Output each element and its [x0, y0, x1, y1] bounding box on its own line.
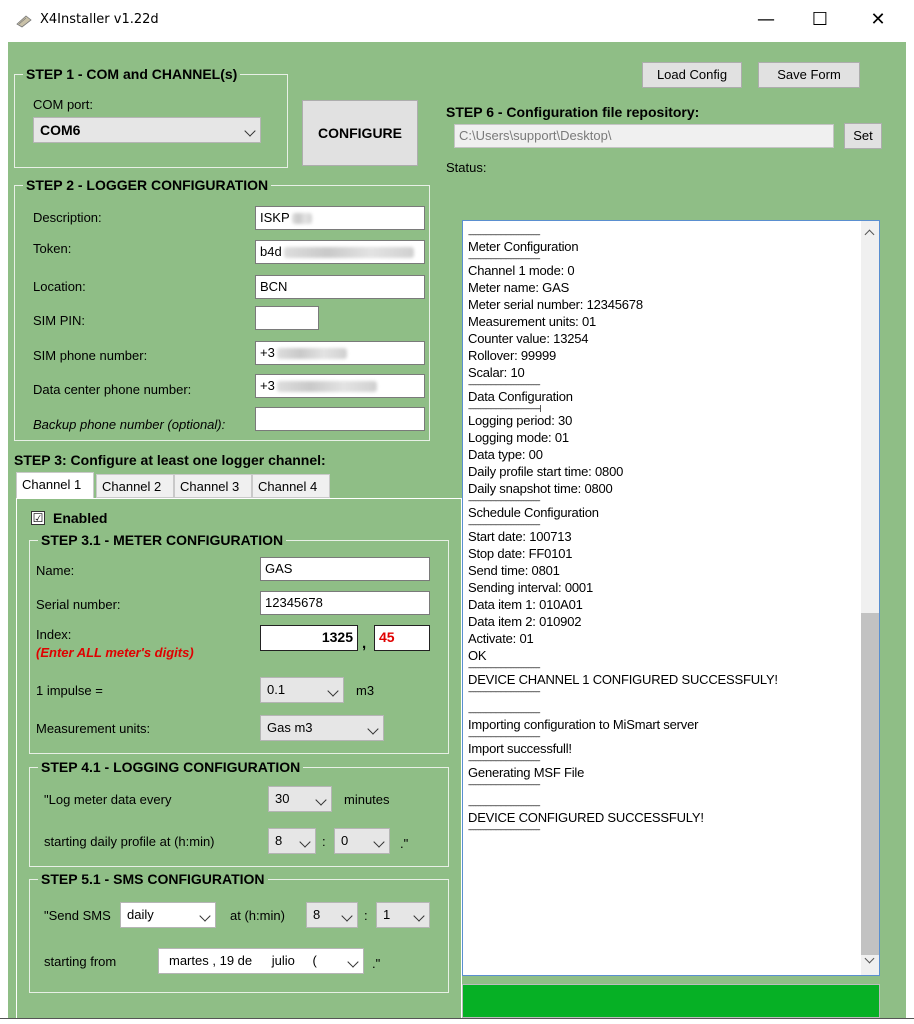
chevron-down-icon	[199, 910, 210, 921]
profile-hour-value: 8	[275, 833, 283, 848]
location-label: Location:	[33, 279, 86, 294]
step3-heading: STEP 3: Configure at least one logger channel:	[14, 452, 326, 468]
index-hint: (Enter ALL meter's digits)	[36, 645, 194, 660]
status-separator: -------------------------------------------	[468, 757, 540, 764]
backup-phone-input[interactable]	[255, 407, 425, 431]
status-label: Status:	[446, 160, 487, 175]
status-separator: -------------------------------------------	[468, 521, 540, 528]
status-log-lines	[468, 221, 848, 833]
status-separator: -------------------------------------------	[468, 497, 540, 504]
meter-name-value: GAS	[265, 561, 293, 576]
token-input[interactable]	[255, 240, 425, 264]
app-icon	[16, 14, 32, 28]
tab-channel-4[interactable]: Channel 4	[252, 474, 330, 498]
description-value: ISKP	[260, 210, 290, 225]
scroll-thumb[interactable]	[861, 613, 879, 955]
status-line: Logging period: 30	[468, 413, 573, 428]
meter-legend: STEP 3.1 - METER CONFIGURATION	[38, 532, 286, 548]
tab-channel-1[interactable]: Channel 1	[16, 472, 94, 498]
enabled-label: Enabled	[53, 510, 108, 526]
status-line: Logging mode: 01	[468, 430, 569, 445]
location-value: BCN	[260, 279, 288, 294]
datacenter-phone-input[interactable]	[255, 374, 425, 398]
maximize-button[interactable]: ☐	[811, 9, 829, 30]
index-integer-value: 1325	[321, 629, 353, 645]
date-weekday: martes	[169, 953, 209, 968]
status-line: Scalar: 10	[468, 365, 525, 380]
chevron-down-icon	[413, 910, 424, 921]
enabled-checkbox[interactable]: ☑	[32, 511, 44, 525]
minimize-button[interactable]: —	[757, 9, 775, 30]
status-line: Channel 1 mode: 0	[468, 263, 575, 278]
status-line: Sending interval: 0001	[468, 580, 593, 595]
index-decimal-value: 45	[379, 629, 395, 645]
status-separator: -------------------------------------------	[468, 664, 540, 671]
meter-name-label: Name:	[36, 563, 75, 578]
at-time-label: at (h:min)	[230, 908, 285, 923]
status-line: Data Configuration	[468, 389, 573, 404]
status-separator: -------------------------------------------	[468, 381, 540, 388]
com-port-value: COM6	[40, 122, 81, 138]
progress-bar	[462, 984, 880, 1018]
sms-minute-value: 1	[383, 907, 391, 922]
status-line: Daily profile start time: 0800	[468, 464, 624, 479]
status-line: Counter value: 13254	[468, 331, 589, 346]
close-button[interactable]: ✕	[870, 9, 886, 30]
progress-fill	[463, 985, 879, 1017]
status-log[interactable]	[462, 220, 880, 976]
step2-legend: STEP 2 - LOGGER CONFIGURATION	[23, 177, 271, 193]
impulse-select[interactable]	[260, 677, 344, 703]
window-title: X4Installer v1.22d	[40, 12, 159, 27]
status-line	[468, 788, 848, 802]
scroll-down-icon[interactable]	[865, 954, 875, 964]
measurement-units-select[interactable]	[260, 715, 384, 741]
status-line: DEVICE CHANNEL 1 CONFIGURED SUCCESSFULY!	[468, 672, 778, 687]
status-line: Send time: 0801	[468, 563, 560, 578]
serial-number-value: 12345678	[265, 595, 323, 610]
send-sms-select[interactable]	[120, 902, 216, 928]
status-separator: -------------------------------------------	[468, 733, 540, 740]
index-separator: ,	[362, 635, 367, 652]
impulse-label: 1 impulse =	[36, 683, 103, 698]
datacenter-phone-label: Data center phone number:	[33, 382, 192, 397]
set-path-button[interactable]: Set	[844, 123, 882, 149]
status-line: Data type: 00	[468, 447, 543, 462]
profile-minute-value: 0	[341, 833, 349, 848]
status-line: DEVICE CONFIGURED SUCCESSFULY!	[468, 810, 704, 825]
minutes-label: minutes	[344, 792, 390, 807]
status-line: Meter Configuration	[468, 239, 579, 254]
log-every-select[interactable]	[268, 786, 332, 812]
status-separator: -------------------------------------------	[468, 255, 540, 262]
sms-minute-select[interactable]	[376, 902, 430, 928]
window-bottom-edge	[0, 1018, 914, 1024]
meter-name-input[interactable]	[260, 557, 430, 581]
start-date-picker[interactable]	[158, 948, 364, 974]
datacenter-phone-value: +3	[260, 378, 275, 393]
sms-close-quote: ."	[372, 956, 381, 971]
scroll-up-icon[interactable]	[865, 230, 875, 240]
step2-group	[14, 177, 430, 441]
backup-phone-label: Backup phone number (optional):	[33, 417, 226, 432]
title-bar	[0, 0, 914, 42]
profile-hour-select[interactable]	[268, 828, 316, 854]
serial-number-input[interactable]	[260, 591, 430, 615]
description-label: Description:	[33, 210, 102, 225]
sim-phone-label: SIM phone number:	[33, 348, 148, 363]
status-line: Data item 2: 010902	[468, 614, 582, 629]
status-line: Meter serial number: 12345678	[468, 297, 643, 312]
configure-button[interactable]: CONFIGURE	[302, 100, 418, 166]
save-form-button[interactable]: Save Form	[758, 62, 860, 88]
sms-group	[29, 871, 449, 993]
status-line: Data item 1: 010A01	[468, 597, 583, 612]
chevron-down-icon	[367, 723, 378, 734]
profile-colon: :	[322, 834, 326, 849]
serial-number-label: Serial number:	[36, 597, 121, 612]
status-separator: -------------------------------------------	[468, 231, 540, 238]
index-decimal-input[interactable]	[374, 625, 430, 651]
sim-phone-value: +3	[260, 345, 275, 360]
status-line: OK	[468, 648, 487, 663]
chevron-down-icon	[373, 836, 384, 847]
status-line: Stop date: FF0101	[468, 546, 573, 561]
send-sms-value: daily	[127, 907, 154, 922]
description-input[interactable]	[255, 206, 425, 230]
chevron-down-icon	[347, 956, 358, 967]
token-value: b4d	[260, 244, 282, 259]
status-line: Rollover: 99999	[468, 348, 557, 363]
status-line: Generating MSF File	[468, 765, 585, 780]
status-line: Meter name: GAS	[468, 280, 570, 295]
impulse-unit-label: m3	[356, 683, 375, 698]
token-label: Token:	[33, 241, 72, 256]
sms-legend: STEP 5.1 - SMS CONFIGURATION	[38, 871, 268, 887]
chevron-down-icon	[244, 125, 255, 136]
step6-heading: STEP 6 - Configuration file repository:	[446, 104, 700, 120]
status-separator: -------------------------------------------	[468, 709, 540, 716]
starting-from-label: starting from	[44, 954, 117, 969]
index-label: Index:	[36, 627, 72, 642]
daily-profile-label: starting daily profile at (h:min)	[44, 834, 215, 849]
sms-colon: :	[364, 908, 368, 923]
status-line: Activate: 01	[468, 631, 534, 646]
com-port-label: COM port:	[33, 97, 93, 112]
status-line: Daily snapshot time: 0800	[468, 481, 613, 496]
measurement-units-value: Gas m3	[267, 720, 313, 735]
status-separator: -------------------------------------------	[468, 826, 540, 833]
impulse-value: 0.1	[267, 682, 286, 697]
log-every-value: 30	[275, 791, 290, 806]
com-port-select[interactable]	[33, 117, 261, 143]
status-line: Schedule Configuration	[468, 505, 599, 520]
sim-phone-input[interactable]	[255, 341, 425, 365]
status-separator: -------------------------------------------	[468, 802, 540, 809]
channel-1-page	[16, 498, 462, 1020]
sim-pin-label: SIM PIN:	[33, 313, 86, 328]
status-line: Import successfull!	[468, 741, 572, 756]
repository-path-value: C:\Users\support\Desktop\	[459, 128, 612, 143]
sms-hour-select[interactable]	[306, 902, 358, 928]
chevron-down-icon	[327, 685, 338, 696]
sim-pin-input[interactable]	[255, 306, 319, 330]
index-integer-input[interactable]	[260, 625, 358, 651]
meter-group	[29, 532, 449, 754]
status-line: Measurement units: 01	[468, 314, 597, 329]
status-separator: -------------------------------------------	[468, 781, 540, 788]
measurement-units-label: Measurement units:	[36, 721, 151, 736]
date-tail: (	[312, 953, 317, 968]
load-config-button[interactable]: Load Config	[642, 62, 742, 88]
status-line: Importing configuration to MiSmart server	[468, 717, 699, 732]
chevron-down-icon	[341, 910, 352, 921]
step1-group	[14, 66, 288, 168]
chevron-down-icon	[315, 794, 326, 805]
tab-channel-2[interactable]: Channel 2	[96, 474, 174, 498]
location-input[interactable]	[255, 275, 425, 299]
repository-path-input[interactable]	[454, 124, 834, 148]
date-month: julio	[271, 953, 295, 968]
profile-minute-select[interactable]	[334, 828, 390, 854]
step1-legend: STEP 1 - COM and CHANNEL(s)	[23, 66, 240, 82]
logging-group	[29, 759, 449, 867]
status-line: Start date: 100713	[468, 529, 572, 544]
logging-legend: STEP 4.1 - LOGGING CONFIGURATION	[38, 759, 303, 775]
date-day: , 19 de	[212, 953, 253, 968]
status-separator: -------------------------------------------	[468, 688, 540, 695]
status-scrollbar[interactable]	[861, 221, 879, 975]
logging-close-quote: ."	[400, 836, 409, 851]
status-line	[468, 695, 848, 709]
send-sms-label: "Send SMS	[44, 908, 111, 923]
sms-hour-value: 8	[313, 907, 321, 922]
chevron-down-icon	[299, 836, 310, 847]
tab-channel-3[interactable]: Channel 3	[174, 474, 252, 498]
main-form	[8, 42, 906, 1018]
status-separator: -------------------------------------------|	[468, 405, 541, 412]
log-every-label: "Log meter data every	[44, 792, 172, 807]
